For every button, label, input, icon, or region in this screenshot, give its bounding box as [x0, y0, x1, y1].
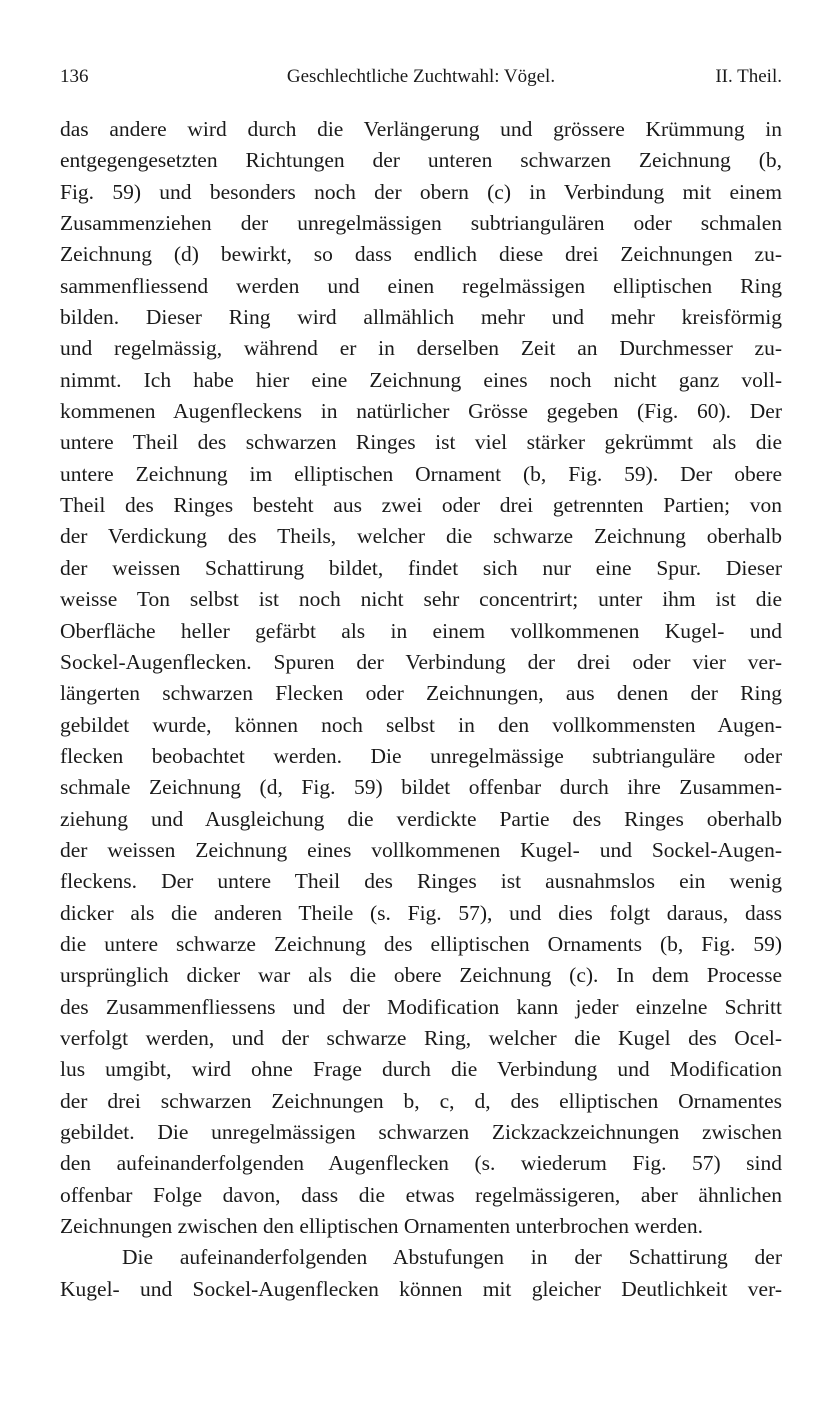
text-line: nimmt. Ich habe hier eine Zeichnung eines noch nicht ganz voll-	[60, 367, 782, 392]
text-line: den aufeinanderfolgenden Augenflecken (s. wiederum Fig. 57) sind	[60, 1151, 782, 1176]
text-line: untere Zeichnung im elliptischen Ornament (b, Fig. 59). Der obere	[60, 461, 782, 486]
text-line: gebildet wurde, können noch selbst in den vollkommensten Augen-	[60, 712, 782, 737]
text-line: Zeichnung (d) bewirkt, so dass endlich diese drei Zeichnungen zu-	[60, 242, 782, 267]
text-line: und regelmässig, während er in derselben Zeit an Durchmesser zu-	[60, 336, 782, 361]
text-line: Sockel-Augenflecken. Spuren der Verbindung der drei oder vier ver-	[60, 649, 782, 674]
text-line: kommenen Augenfleckens in natürlicher Grösse gegeben (Fig. 60). Der	[60, 399, 782, 424]
text-line: bilden. Dieser Ring wird allmählich mehr und mehr kreisförmig	[60, 305, 782, 330]
text-line: Kugel- und Sockel-Augenflecken können mit gleicher Deutlichkeit ver-	[60, 1276, 782, 1301]
text-line: sammenfliessend werden und einen regelmässigen elliptischen Ring	[60, 273, 782, 298]
text-line: Zeichnungen zwischen den elliptischen Ornamenten unterbrochen werden.	[60, 1214, 703, 1239]
text-line: der drei schwarzen Zeichnungen b, c, d, des elliptischen Ornamentes	[60, 1088, 782, 1113]
text-line: die untere schwarze Zeichnung des elliptischen Ornaments (b, Fig. 59)	[60, 931, 782, 956]
text-line: dicker als die anderen Theile (s. Fig. 57), und dies folgt daraus, dass	[60, 900, 782, 925]
text-line: weisse Ton selbst ist noch nicht sehr concentrirt; unter ihm ist die	[60, 587, 782, 612]
text-line: fleckens. Der untere Theil des Ringes ist ausnahmslos ein wenig	[60, 869, 782, 894]
text-line: offenbar Folge davon, dass die etwas regelmässigeren, aber ähnlichen	[60, 1182, 782, 1207]
text-line: Fig. 59) und besonders noch der obern (c) in Verbindung mit einem	[60, 179, 782, 204]
text-line: flecken beobachtet werden. Die unregelmässige subtrianguläre oder	[60, 743, 782, 768]
text-line: der weissen Zeichnung eines vollkommenen Kugel- und Sockel-Augen-	[60, 837, 782, 862]
text-line: der weissen Schattirung bildet, findet sich nur eine Spur. Dieser	[60, 555, 782, 580]
text-line: ziehung und Ausgleichung die verdickte Partie des Ringes oberhalb	[60, 806, 782, 831]
text-line: lus umgibt, wird ohne Frage durch die Verbindung und Modification	[60, 1057, 782, 1082]
text-line: längerten schwarzen Flecken oder Zeichnungen, aus denen der Ring	[60, 681, 782, 706]
body-text	[60, 114, 782, 1305]
text-line: Oberfläche heller gefärbt als in einem vollkommenen Kugel- und	[60, 618, 782, 643]
text-line: des Zusammenfliessens und der Modification kann jeder einzelne Schritt	[60, 994, 782, 1019]
text-line: untere Theil des schwarzen Ringes ist viel stärker gekrümmt als die	[60, 430, 782, 455]
text-line: ursprünglich dicker war als die obere Zeichnung (c). In dem Processe	[60, 963, 782, 988]
text-line: entgegengesetzten Richtungen der unteren schwarzen Zeichnung (b,	[60, 148, 782, 173]
text-line: verfolgt werden, und der schwarze Ring, welcher die Kugel des Ocel-	[60, 1025, 782, 1050]
page-number: 136	[60, 66, 89, 87]
text-line: gebildet. Die unregelmässigen schwarzen Zickzackzeichnungen zwischen	[60, 1120, 782, 1144]
text-line: Zusammenziehen der unregelmässigen subtriangulären oder schmalen	[60, 211, 782, 236]
text-line: Theil des Ringes besteht aus zwei oder drei getrennten Partien; von	[60, 493, 782, 518]
part-label: II. Theil.	[715, 66, 782, 87]
text-line: Die aufeinanderfolgenden Abstufungen in der Schattirung der	[122, 1245, 782, 1270]
running-title: Geschlechtliche Zuchtwahl: Vögel.	[286, 66, 556, 87]
running-header	[60, 66, 782, 94]
text-line: der Verdickung des Theils, welcher die schwarze Zeichnung oberhalb	[60, 524, 782, 549]
text-line: schmale Zeichnung (d, Fig. 59) bildet offenbar durch ihre Zusammen-	[60, 775, 782, 800]
text-line: das andere wird durch die Verlängerung und grössere Krümmung in	[60, 117, 782, 141]
